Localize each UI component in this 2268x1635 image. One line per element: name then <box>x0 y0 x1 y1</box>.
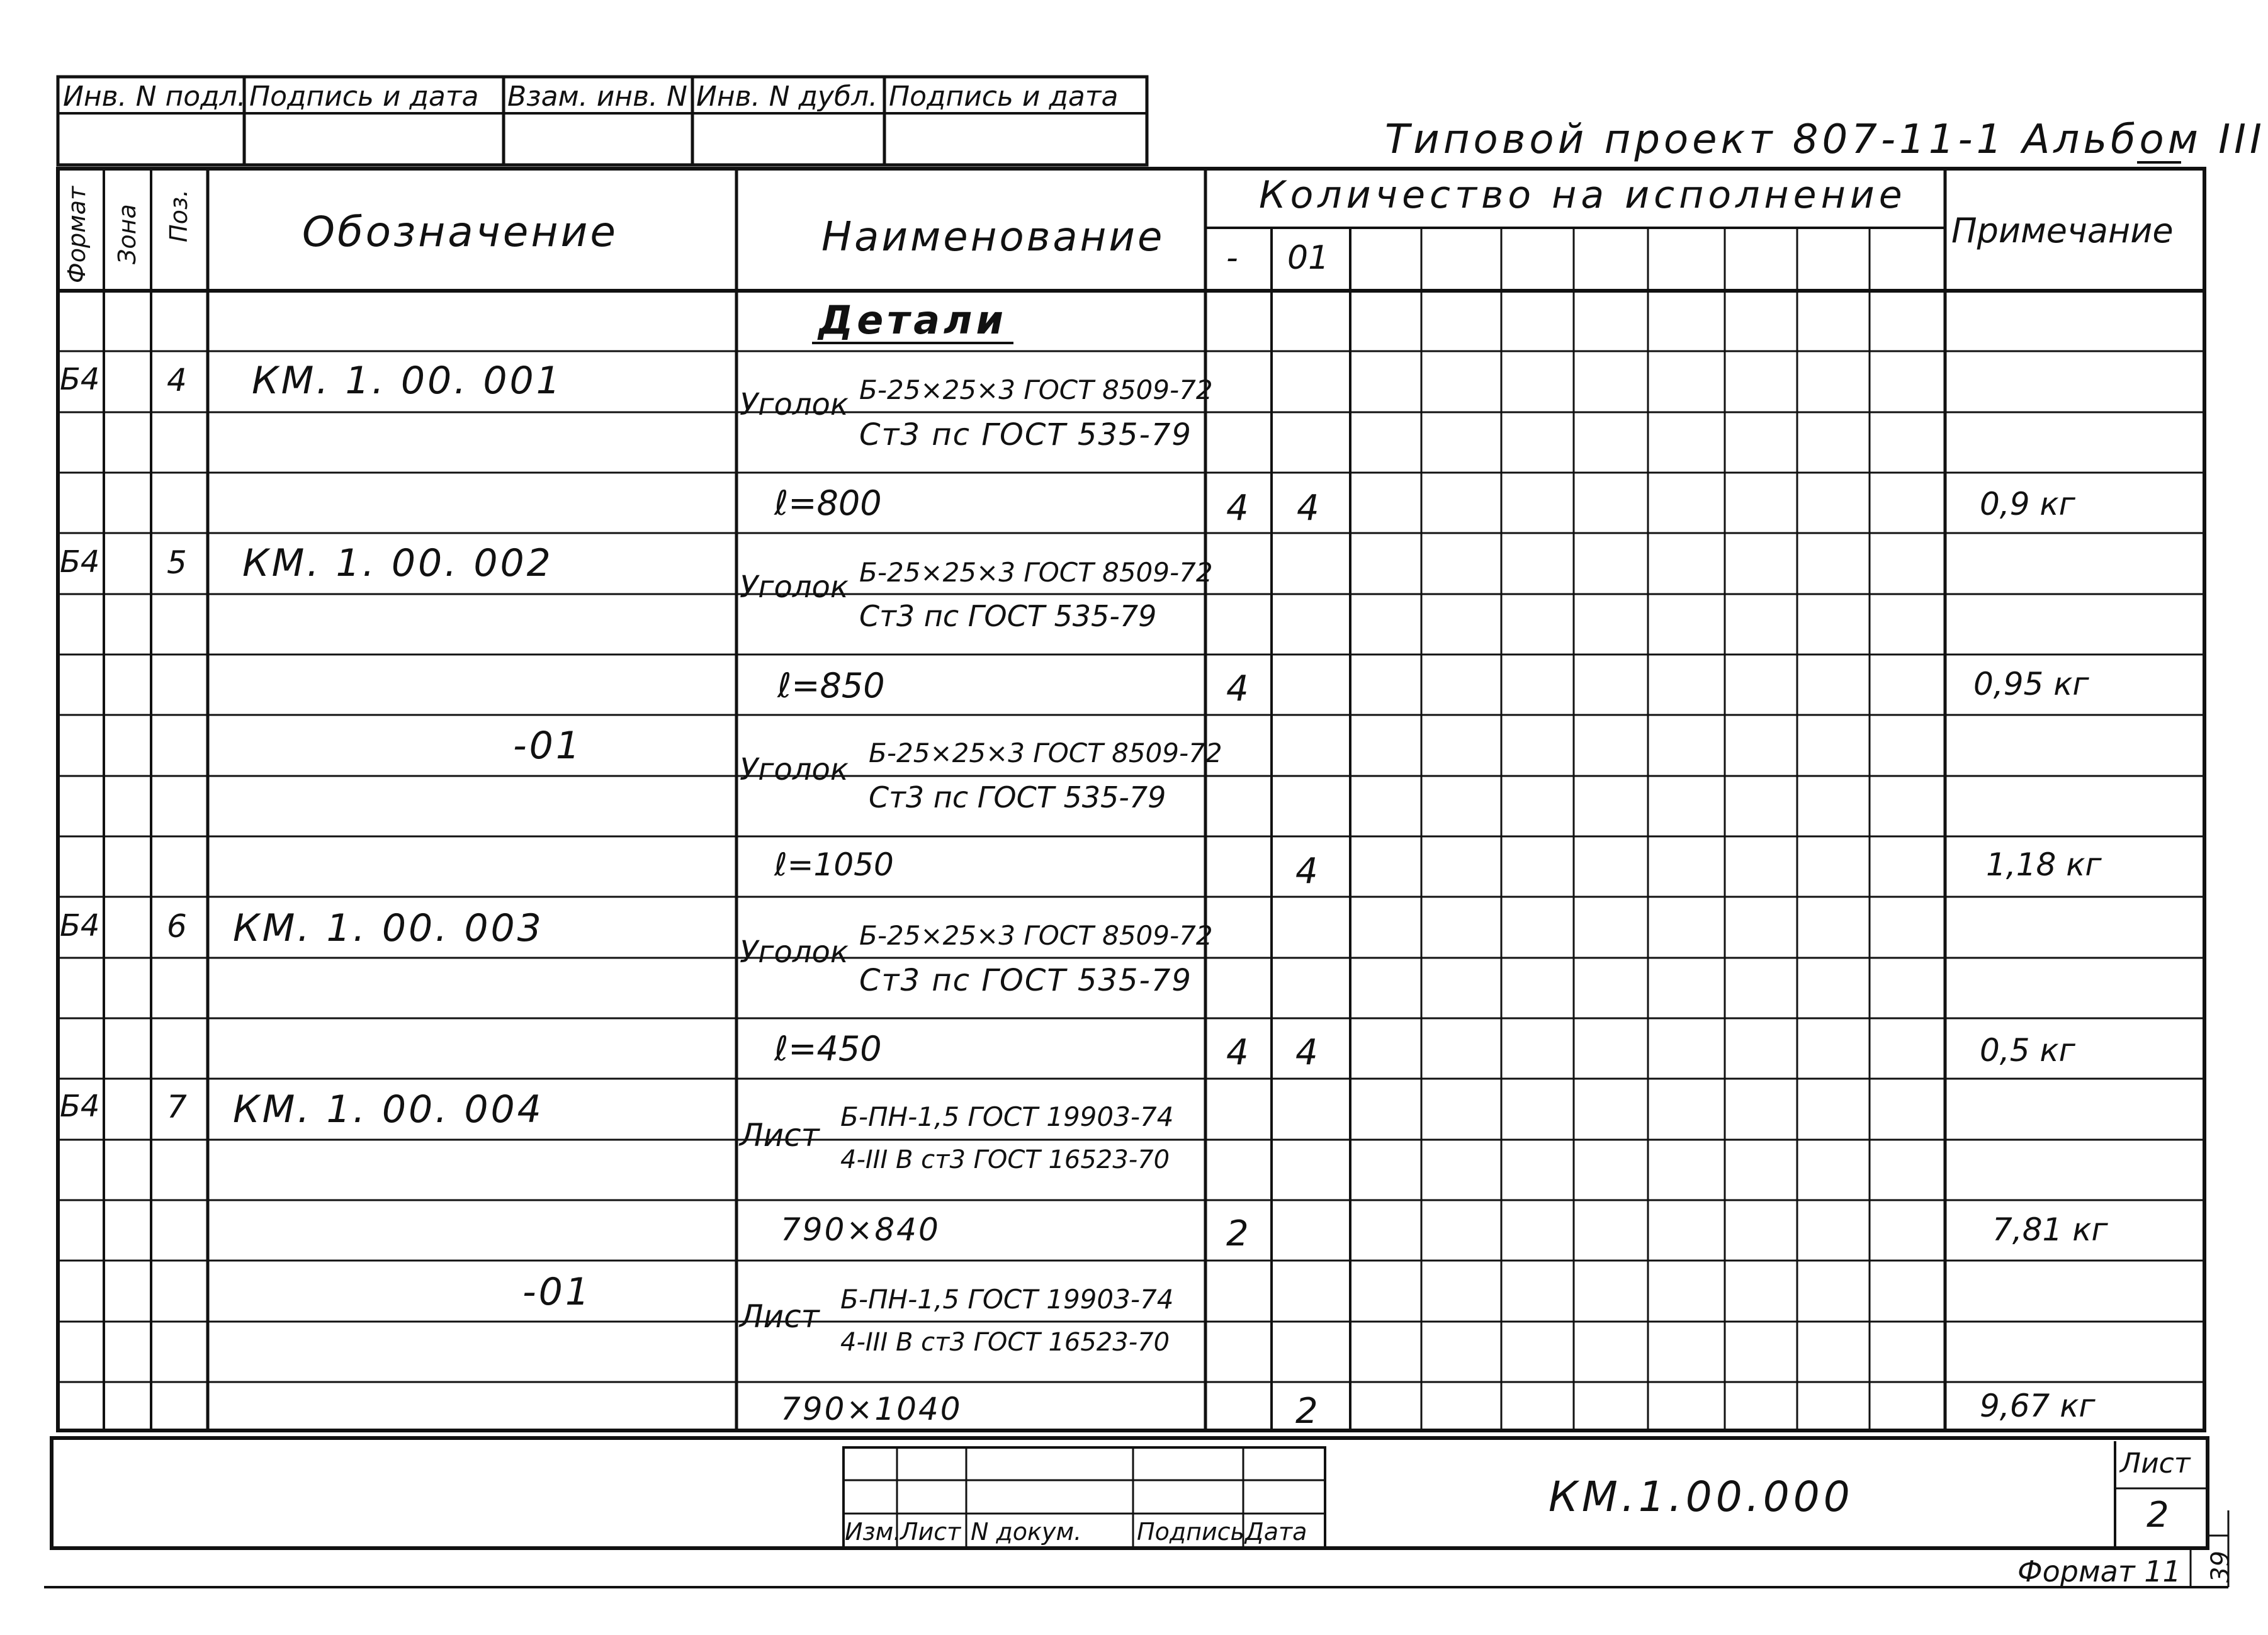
tb-header-list: Лист <box>900 1518 961 1546</box>
row-name-top: Б-25×25×3 ГОСТ 8509-72 <box>859 374 1213 405</box>
header-exec-base: - <box>1226 239 1238 277</box>
header-zone: Зона <box>113 204 141 264</box>
row-designation: -01 <box>522 1270 592 1314</box>
row-name-prefix: Уголок <box>740 570 849 605</box>
row-qty-base: 4 <box>1226 668 1249 709</box>
row-name-prefix: Уголок <box>740 935 849 970</box>
row-size: 790×840 <box>781 1211 940 1248</box>
sheet-label: Лист <box>2120 1447 2191 1480</box>
row-name-prefix: Уголок <box>740 752 849 787</box>
row-qty-01: 4 <box>1297 488 1319 529</box>
row-qty-01: 4 <box>1295 851 1318 892</box>
row-designation: КМ. 1. 00. 004 <box>233 1087 544 1132</box>
header-exec-01: 01 <box>1287 239 1329 277</box>
format-label: Формат 11 <box>2017 1554 2181 1588</box>
row-pos: 5 <box>167 544 187 581</box>
row-designation: КМ. 1. 00. 003 <box>233 906 544 950</box>
row-qty-01: 4 <box>1295 1032 1318 1073</box>
stamp-header-signature-date-2: Подпись и дата <box>889 81 1119 113</box>
stamp-header-inv-dubl: Инв. N дубл. <box>696 81 878 113</box>
section-title: Детали <box>818 297 1007 343</box>
row-qty-base: 4 <box>1226 1032 1249 1073</box>
document-code: КМ.1.00.000 <box>1549 1473 1854 1521</box>
row-pos: 7 <box>167 1089 187 1125</box>
row-name-bottom: Ст3 пс ГОСТ 535-79 <box>859 417 1192 452</box>
tb-header-signature: Подпись <box>1137 1518 1244 1546</box>
stamp-header-inv-podl: Инв. N подл. <box>63 81 246 113</box>
row-name-bottom: Ст3 пс ГОСТ 535-79 <box>859 963 1192 998</box>
row-format: Б4 <box>60 362 100 397</box>
row-size: ℓ=450 <box>774 1029 882 1069</box>
sheet-number: 2 <box>2147 1495 2169 1536</box>
header-note: Примечание <box>1951 211 2174 250</box>
row-note: 7,81 кг <box>1992 1211 2108 1248</box>
row-name-bottom: 4-III В ст3 ГОСТ 16523-70 <box>840 1145 1170 1174</box>
row-format: Б4 <box>60 544 100 580</box>
tb-header-date: Дата <box>1245 1518 1307 1546</box>
row-note: 0,5 кг <box>1980 1032 2075 1069</box>
row-name-prefix: Лист <box>740 1117 820 1154</box>
row-format: Б4 <box>60 1089 100 1124</box>
page-number: 39 <box>2206 1551 2235 1583</box>
row-pos: 4 <box>167 362 187 398</box>
row-qty-base: 2 <box>1226 1213 1249 1254</box>
row-name-top: Б-ПН-1,5 ГОСТ 19903-74 <box>840 1101 1174 1132</box>
row-note: 1,18 кг <box>1986 846 2102 883</box>
stamp-header-vzam-inv: Взам. инв. N <box>507 81 687 113</box>
row-name-top: Б-25×25×3 ГОСТ 8509-72 <box>859 920 1213 951</box>
header-name: Наименование <box>821 214 1165 261</box>
row-name-prefix: Лист <box>740 1298 820 1335</box>
row-note: 0,95 кг <box>1973 666 2089 702</box>
header-pos: Поз. <box>165 189 193 242</box>
row-designation: КМ. 1. 00. 001 <box>252 359 563 403</box>
row-name-bottom: 4-III В ст3 ГОСТ 16523-70 <box>840 1328 1170 1357</box>
row-designation: -01 <box>513 724 582 768</box>
header-designation: Обозначение <box>302 208 618 256</box>
title-block-lines <box>44 1438 2228 1587</box>
row-size: ℓ=850 <box>777 666 885 705</box>
row-name-top: Б-25×25×3 ГОСТ 8509-72 <box>859 557 1213 588</box>
row-name-bottom: Ст3 пс ГОСТ 535-79 <box>859 599 1157 633</box>
row-size: 790×1040 <box>781 1391 962 1427</box>
row-note: 0,9 кг <box>1980 486 2075 522</box>
row-name-bottom: Ст3 пс ГОСТ 535-79 <box>869 780 1166 814</box>
stamp-header-signature-date: Подпись и дата <box>249 81 479 113</box>
row-pos: 6 <box>167 908 187 945</box>
header-format: Формат <box>63 186 91 283</box>
row-note: 9,67 кг <box>1980 1388 2096 1424</box>
row-size: ℓ=800 <box>774 483 882 523</box>
row-qty-01: 2 <box>1295 1391 1318 1432</box>
row-name-top: Б-25×25×3 ГОСТ 8509-72 <box>869 738 1222 768</box>
project-title: Типовой проект 807-11-1 Альбом III <box>1385 116 2265 163</box>
row-name-prefix: Уголок <box>740 387 849 422</box>
row-qty-base: 4 <box>1226 488 1249 529</box>
tb-header-doc-number: N докум. <box>971 1518 1082 1546</box>
row-format: Б4 <box>60 908 100 943</box>
tb-header-izm: Изм. <box>845 1518 901 1546</box>
row-size: ℓ=1050 <box>774 846 894 883</box>
row-designation: КМ. 1. 00. 002 <box>242 541 553 585</box>
header-quantity: Количество на исполнение <box>1259 173 1907 217</box>
row-name-top: Б-ПН-1,5 ГОСТ 19903-74 <box>840 1284 1174 1315</box>
